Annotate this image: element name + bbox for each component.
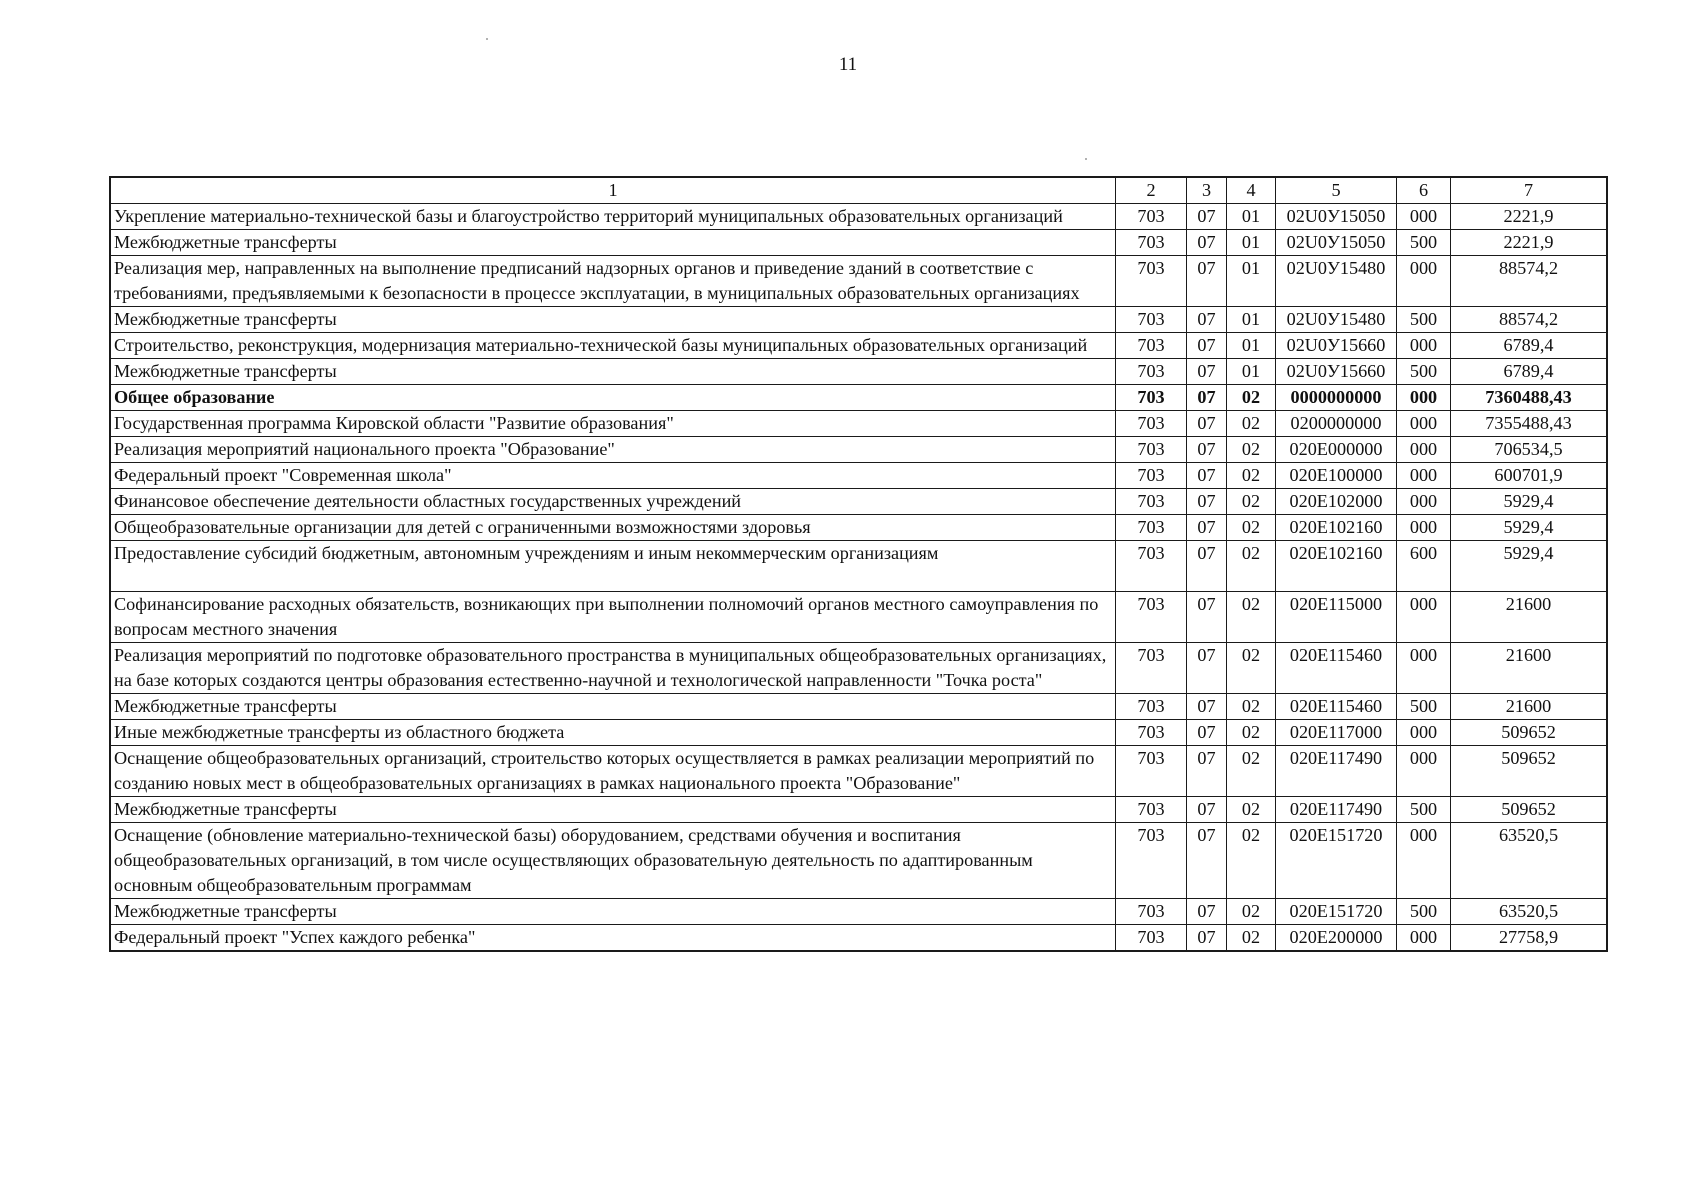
row-col-6: 000 (1397, 489, 1451, 515)
row-col-4: 02 (1227, 746, 1276, 797)
row-col-5: 020E117000 (1276, 720, 1397, 746)
row-col-4: 01 (1227, 333, 1276, 359)
table-row (111, 230, 1607, 256)
row-col-4: 02 (1227, 411, 1276, 437)
row-col-6: 500 (1397, 797, 1451, 823)
page-number: 11 (838, 54, 858, 75)
budget-table (110, 177, 1607, 951)
row-col-7: 88574,2 (1451, 307, 1607, 333)
row-name: Межбюджетные трансферты (111, 694, 1116, 720)
row-col-4: 02 (1227, 541, 1276, 592)
row-col-3: 07 (1187, 204, 1227, 230)
row-col-7: 706534,5 (1451, 437, 1607, 463)
row-col-6: 000 (1397, 823, 1451, 899)
row-col-2: 703 (1116, 230, 1187, 256)
row-col-5: 02U0У15050 (1276, 204, 1397, 230)
row-col-4: 02 (1227, 463, 1276, 489)
row-col-2: 703 (1116, 256, 1187, 307)
row-col-4: 02 (1227, 385, 1276, 411)
header-col-5: 5 (1276, 178, 1397, 204)
table-row (111, 411, 1607, 437)
row-col-6: 000 (1397, 746, 1451, 797)
row-col-4: 01 (1227, 256, 1276, 307)
row-col-5: 020E115460 (1276, 643, 1397, 694)
header-col-2: 2 (1116, 178, 1187, 204)
row-col-5: 0000000000 (1276, 385, 1397, 411)
row-name: Государственная программа Кировской области "Развитие образования" (111, 411, 1116, 437)
row-name: Межбюджетные трансферты (111, 307, 1116, 333)
row-col-2: 703 (1116, 489, 1187, 515)
row-col-5: 020E200000 (1276, 925, 1397, 951)
row-col-5: 020E117490 (1276, 797, 1397, 823)
row-col-4: 02 (1227, 643, 1276, 694)
row-col-2: 703 (1116, 463, 1187, 489)
row-name: Укрепление материально-технической базы и благоустройство территорий муниципальных образовательных организаций (111, 204, 1116, 230)
row-col-5: 0200000000 (1276, 411, 1397, 437)
row-name: Реализация мероприятий по подготовке образовательного пространства в муниципальных общеобразовательных организациях, на базе которых создаются центры образования естественно-научной и технологической направленности "Точка роста" (111, 643, 1116, 694)
row-col-4: 01 (1227, 359, 1276, 385)
row-col-5: 020E115000 (1276, 592, 1397, 643)
row-col-5: 02U0У15480 (1276, 307, 1397, 333)
row-col-5: 02U0У15660 (1276, 333, 1397, 359)
row-name: Оснащение (обновление материально-технической базы) оборудованием, средствами обучения и воспитания общеобразовательных организаций, в том числе осуществляющих образовательную деятельность по адаптированным основным общеобразовательным программам (111, 823, 1116, 899)
header-col-4: 4 (1227, 178, 1276, 204)
row-col-6: 000 (1397, 643, 1451, 694)
table-row (111, 541, 1607, 592)
row-name: Межбюджетные трансферты (111, 230, 1116, 256)
row-col-6: 500 (1397, 307, 1451, 333)
row-col-5: 02U0У15480 (1276, 256, 1397, 307)
table-row (111, 823, 1607, 899)
header-col-3: 3 (1187, 178, 1227, 204)
row-col-6: 000 (1397, 385, 1451, 411)
row-col-3: 07 (1187, 489, 1227, 515)
row-col-4: 02 (1227, 437, 1276, 463)
row-col-3: 07 (1187, 437, 1227, 463)
table-row (111, 643, 1607, 694)
table-row (111, 204, 1607, 230)
row-col-6: 000 (1397, 463, 1451, 489)
row-col-5: 02U0У15050 (1276, 230, 1397, 256)
row-col-5: 020E102160 (1276, 541, 1397, 592)
row-col-2: 703 (1116, 746, 1187, 797)
row-col-2: 703 (1116, 797, 1187, 823)
row-col-3: 07 (1187, 541, 1227, 592)
table-row (111, 463, 1607, 489)
table-row (111, 256, 1607, 307)
row-name: Межбюджетные трансферты (111, 899, 1116, 925)
row-col-4: 01 (1227, 204, 1276, 230)
row-col-6: 500 (1397, 230, 1451, 256)
row-col-7: 509652 (1451, 797, 1607, 823)
table-row (111, 746, 1607, 797)
row-col-4: 01 (1227, 230, 1276, 256)
row-col-3: 07 (1187, 899, 1227, 925)
row-col-3: 07 (1187, 256, 1227, 307)
row-col-7: 7360488,43 (1451, 385, 1607, 411)
table-row (111, 333, 1607, 359)
row-col-5: 020E000000 (1276, 437, 1397, 463)
row-col-6: 000 (1397, 592, 1451, 643)
row-col-3: 07 (1187, 592, 1227, 643)
row-col-2: 703 (1116, 823, 1187, 899)
row-col-6: 000 (1397, 515, 1451, 541)
row-col-7: 7355488,43 (1451, 411, 1607, 437)
row-col-6: 000 (1397, 411, 1451, 437)
row-name: Реализация мер, направленных на выполнение предписаний надзорных органов и приведение зданий в соответствие с требованиями, предъявляемыми к безопасности в процессе эксплуатации, в муниципальных образовательных организациях (111, 256, 1116, 307)
row-col-3: 07 (1187, 385, 1227, 411)
table-row (111, 489, 1607, 515)
row-col-5: 02U0У15660 (1276, 359, 1397, 385)
row-col-5: 020E102000 (1276, 489, 1397, 515)
row-col-4: 02 (1227, 515, 1276, 541)
row-col-5: 020E115460 (1276, 694, 1397, 720)
row-name: Финансовое обеспечение деятельности областных государственных учреждений (111, 489, 1116, 515)
table-row (111, 899, 1607, 925)
row-name: Оснащение общеобразовательных организаций, строительство которых осуществляется в рамках реализации мероприятий по созданию новых мест в общеобразовательных организациях в рамках национального проекта "Образование" (111, 746, 1116, 797)
row-name: Реализация мероприятий национального проекта "Образование" (111, 437, 1116, 463)
table-header (111, 178, 1607, 204)
row-col-7: 63520,5 (1451, 899, 1607, 925)
row-col-7: 600701,9 (1451, 463, 1607, 489)
row-col-7: 5929,4 (1451, 489, 1607, 515)
row-col-3: 07 (1187, 333, 1227, 359)
row-name: Федеральный проект "Современная школа" (111, 463, 1116, 489)
row-name: Межбюджетные трансферты (111, 797, 1116, 823)
row-col-3: 07 (1187, 307, 1227, 333)
table-row (111, 797, 1607, 823)
row-col-4: 02 (1227, 899, 1276, 925)
row-col-7: 509652 (1451, 746, 1607, 797)
row-col-4: 02 (1227, 592, 1276, 643)
row-name: Межбюджетные трансферты (111, 359, 1116, 385)
row-col-2: 703 (1116, 437, 1187, 463)
row-col-4: 02 (1227, 925, 1276, 951)
row-col-2: 703 (1116, 307, 1187, 333)
row-col-6: 000 (1397, 333, 1451, 359)
row-col-2: 703 (1116, 359, 1187, 385)
row-col-2: 703 (1116, 333, 1187, 359)
table-row (111, 694, 1607, 720)
row-col-7: 6789,4 (1451, 333, 1607, 359)
row-col-6: 000 (1397, 720, 1451, 746)
row-col-7: 21600 (1451, 694, 1607, 720)
row-col-5: 020E117490 (1276, 746, 1397, 797)
row-col-3: 07 (1187, 797, 1227, 823)
row-col-4: 01 (1227, 307, 1276, 333)
row-col-4: 02 (1227, 823, 1276, 899)
row-col-2: 703 (1116, 515, 1187, 541)
row-col-3: 07 (1187, 230, 1227, 256)
table-body (111, 204, 1607, 951)
row-name: Предоставление субсидий бюджетным, автономным учреждениям и иным некоммерческим организациям (111, 541, 1116, 592)
row-col-3: 07 (1187, 746, 1227, 797)
header-row (111, 178, 1607, 204)
row-col-6: 000 (1397, 204, 1451, 230)
row-col-5: 020E102160 (1276, 515, 1397, 541)
scan-speck (1085, 158, 1087, 160)
row-col-4: 02 (1227, 489, 1276, 515)
row-col-3: 07 (1187, 515, 1227, 541)
row-col-6: 000 (1397, 256, 1451, 307)
header-col-7: 7 (1451, 178, 1607, 204)
row-col-2: 703 (1116, 925, 1187, 951)
row-col-6: 000 (1397, 437, 1451, 463)
row-col-5: 020E100000 (1276, 463, 1397, 489)
row-col-6: 500 (1397, 694, 1451, 720)
row-col-3: 07 (1187, 643, 1227, 694)
table-row (111, 515, 1607, 541)
scan-speck (486, 38, 488, 40)
row-col-7: 88574,2 (1451, 256, 1607, 307)
row-col-3: 07 (1187, 411, 1227, 437)
row-col-2: 703 (1116, 411, 1187, 437)
row-col-7: 21600 (1451, 592, 1607, 643)
row-col-2: 703 (1116, 541, 1187, 592)
row-col-4: 02 (1227, 797, 1276, 823)
row-col-7: 21600 (1451, 643, 1607, 694)
row-col-7: 509652 (1451, 720, 1607, 746)
row-col-6: 500 (1397, 899, 1451, 925)
row-col-7: 5929,4 (1451, 541, 1607, 592)
row-col-2: 703 (1116, 385, 1187, 411)
row-name: Софинансирование расходных обязательств, возникающих при выполнении полномочий органов местного самоуправления по вопросам местного значения (111, 592, 1116, 643)
row-col-6: 000 (1397, 925, 1451, 951)
row-name: Общее образование (111, 385, 1116, 411)
row-col-2: 703 (1116, 643, 1187, 694)
row-col-7: 2221,9 (1451, 204, 1607, 230)
row-col-3: 07 (1187, 359, 1227, 385)
row-col-7: 2221,9 (1451, 230, 1607, 256)
header-col-6: 6 (1397, 178, 1451, 204)
row-col-7: 5929,4 (1451, 515, 1607, 541)
row-col-5: 020E151720 (1276, 899, 1397, 925)
table-row (111, 720, 1607, 746)
row-col-2: 703 (1116, 204, 1187, 230)
table-row (111, 925, 1607, 951)
header-col-1: 1 (111, 178, 1116, 204)
row-col-7: 63520,5 (1451, 823, 1607, 899)
row-col-3: 07 (1187, 720, 1227, 746)
row-col-3: 07 (1187, 823, 1227, 899)
table-row (111, 385, 1607, 411)
row-col-2: 703 (1116, 592, 1187, 643)
row-col-3: 07 (1187, 925, 1227, 951)
row-col-4: 02 (1227, 720, 1276, 746)
table-row (111, 437, 1607, 463)
row-col-2: 703 (1116, 720, 1187, 746)
table-row (111, 359, 1607, 385)
row-col-5: 020E151720 (1276, 823, 1397, 899)
table-row (111, 592, 1607, 643)
row-name: Строительство, реконструкция, модернизация материально-технической базы муниципальных образовательных организаций (111, 333, 1116, 359)
table-row (111, 307, 1607, 333)
row-name: Общеобразовательные организации для детей с ограниченными возможностями здоровья (111, 515, 1116, 541)
row-col-7: 6789,4 (1451, 359, 1607, 385)
row-col-7: 27758,9 (1451, 925, 1607, 951)
row-col-2: 703 (1116, 899, 1187, 925)
row-col-3: 07 (1187, 694, 1227, 720)
row-col-6: 600 (1397, 541, 1451, 592)
row-col-4: 02 (1227, 694, 1276, 720)
row-col-3: 07 (1187, 463, 1227, 489)
row-name: Федеральный проект "Успех каждого ребенка" (111, 925, 1116, 951)
row-col-6: 500 (1397, 359, 1451, 385)
row-col-2: 703 (1116, 694, 1187, 720)
row-name: Иные межбюджетные трансферты из областного бюджета (111, 720, 1116, 746)
